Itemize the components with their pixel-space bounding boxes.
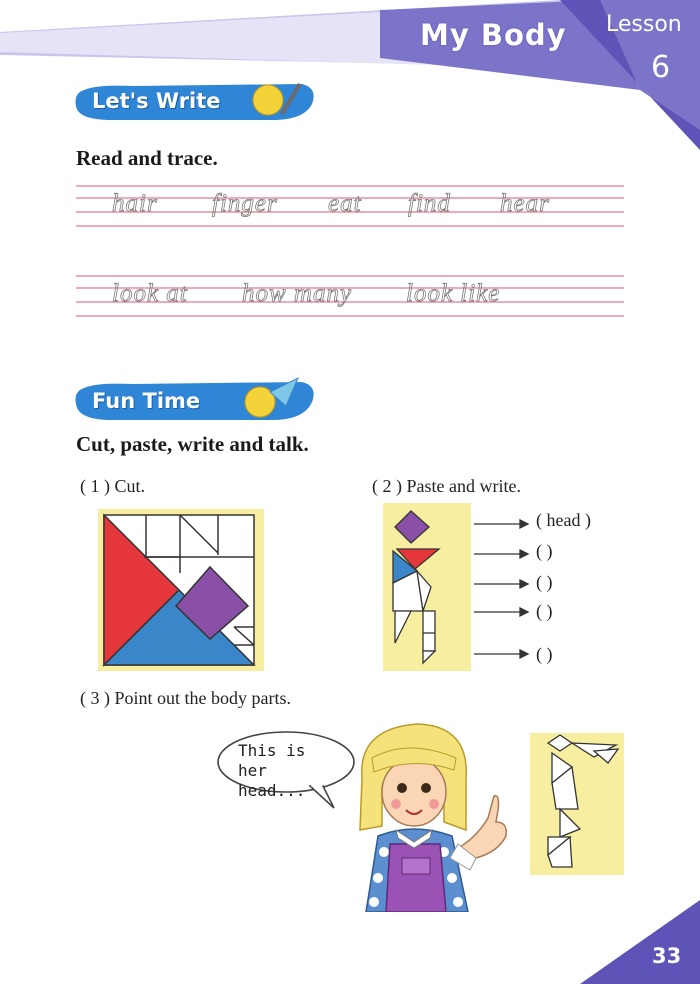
step-1-label: ( 1 ) Cut. — [80, 476, 145, 496]
trace-word: finger — [212, 190, 278, 217]
trace-word: hear — [500, 190, 550, 217]
page-corner — [580, 900, 700, 984]
answer-blank: ( ) — [536, 644, 553, 664]
lets-write-title: Let's Write — [92, 89, 221, 113]
trace-word: eat — [328, 190, 362, 217]
sun-icon — [253, 85, 283, 115]
tangram-figure — [383, 503, 471, 671]
fun-time-title: Fun Time — [92, 389, 201, 413]
answer-blank: ( ) — [536, 601, 553, 621]
answer-blank: ( ) — [536, 541, 553, 561]
cut-paste-heading: Cut, paste, write and talk. — [76, 432, 309, 456]
lesson-label: Lesson — [606, 12, 682, 37]
answer-blank: ( ) — [536, 572, 553, 592]
unit-title: My Body — [420, 18, 567, 52]
read-and-trace-heading: Read and trace. — [76, 146, 218, 170]
step-2-label: ( 2 ) Paste and write. — [372, 476, 521, 496]
page-number: 33 — [652, 944, 682, 968]
trace-word: look like — [406, 280, 501, 307]
trace-word: find — [408, 190, 451, 217]
trace-word: look at — [112, 280, 188, 307]
lesson-number: 6 — [651, 50, 671, 85]
arrows-column — [474, 512, 530, 662]
speech-text: This is her head... — [238, 741, 306, 800]
tangram-square — [98, 509, 264, 671]
girl-illustration — [348, 718, 520, 912]
trace-word: how many — [242, 280, 353, 307]
trace-word: hair — [112, 190, 158, 217]
tangram-figure-outline — [530, 733, 624, 875]
answer-blank: ( head ) — [536, 510, 591, 530]
step-3-label: ( 3 ) Point out the body parts. — [80, 688, 291, 708]
